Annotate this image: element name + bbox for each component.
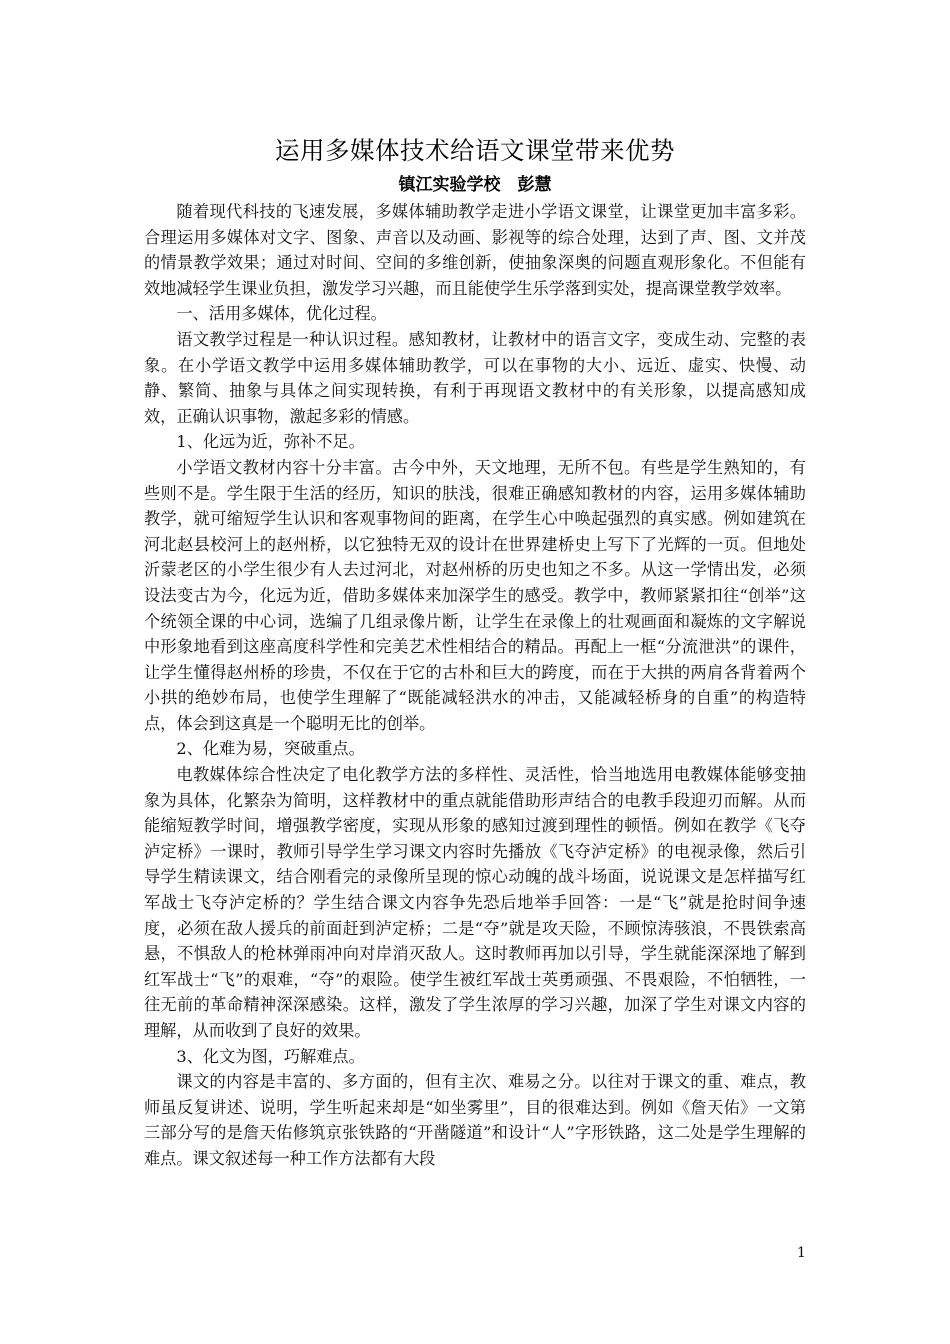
paragraph: 电教媒体综合性决定了电化教学方法的多样性、灵活性，恰当地选用电教媒体能够变抽象为具体，化繁杂为简明，这样教材中的重点就能借助形声结合的电教手段迎刃而解。从而能缩短教学时间，增强教学密度，实现从形象的感知过渡到理性的顿悟。例如在教学《飞夺泸定桥》一课时，教师引导学生学习课文内容时先播放《飞夺泸定桥》的电视录像，然后引导学生精读课文，结合刚看完的录像所呈现的惊心动魄的战斗场面，说说课文是怎样描写红军战士飞夺泸定桥的？学生结合课文内容争先恐后地举手回答：一是“飞”就是抢时间争速度，必须在敌人援兵的前面赶到泸定桥；二是“夺”就是攻天险，不顾惊涛骇浪，不畏铁索高悬，不惧敌人的枪林弹雨冲向对岸消灭敌人。这时教师再加以引导，学生就能深深地了解到红军战士“飞”的艰难，“夺”的艰险。使学生被红军战士英勇顽强、不畏艰险，不怕牺牲，一往无前的革命精神深深感染。这样，激发了学生浓厚的学习兴趣，加深了学生对课文内容的理解，从而收到了良好的效果。: [144, 765, 806, 1040]
section-heading-1: 一、活用多媒体，优化过程。: [176, 304, 387, 324]
paragraph: 小学语文教材内容十分丰富。古今中外，天文地理，无所不包。有些是学生熟知的，有些则不是。学生限于生活的经历，知识的肤浅，很难正确感知教材的内容，运用多媒体辅助教学，就可缩短学生认识和客观事物间的距离，在学生心中唤起强烈的真实感。例如建筑在河北赵县校河上的赵州桥，以它独特无双的设计在世界建桥史上写下了光辉的一页。但地处沂蒙老区的小学生很少有人去过河北，对赵州桥的历史也知之不多。从这一学情出发，必须设法变古为今，化远为近，借助多媒体来加深学生的感受。教学中，教师紧紧扣往“创举”这个统领全课的中心词，选编了几组录像片断，让学生在录像上的壮观画面和凝炼的文字解说中形象地看到这座高度科学性和完美艺术性相结合的精品。再配上一框“分流泄洪”的课件，让学生懂得赵州桥的珍贵，不仅在于它的古朴和巨大的跨度，而在于大拱的两肩各背着两个小拱的绝妙布局，也使学生理解了“既能减轻洪水的冲击，又能减轻桥身的自重”的构造特点，体会到这真是一个聪明无比的创举。: [144, 457, 806, 733]
subsection-heading-1: 1、化远为近，弥补不足。: [176, 432, 365, 452]
subsection-heading-2: 2、化难为易，突破重点。: [176, 739, 365, 759]
paragraph: 课文的内容是丰富的、多方面的，但有主次、难易之分。以往对于课文的重、难点，教师虽反复讲述、说明，学生听起来却是“如坐雾里”，目的很难达到。例如《詹天佑》一文第三部分写的是詹天佑修筑京张铁路的“开凿隧道”和设计“人”字形铁路，这二处是学生理解的难点。课文叙述每一种工作方法都有大段: [144, 1072, 806, 1168]
document-body: [144, 199, 806, 1172]
page-number: 1: [797, 1245, 806, 1261]
document-author: 镇江实验学校 彭慧: [398, 175, 552, 195]
subsection-heading-3: 3、化文为图，巧解难点。: [176, 1046, 365, 1066]
paragraph-intro: 随着现代科技的飞速发展，多媒体辅助教学走进小学语文课堂，让课堂更加丰富多彩。合理运用多媒体对文字、图象、声音以及动画、影视等的综合处理，达到了声、图、文并茂的情景教学效果；通过对时间、空间的多维创新，使抽象深奥的问题直观形象化。不但能有效地减轻学生课业负担，激发学习兴趣，而且能使学生乐学落到实处，提高课堂教学效率。: [144, 202, 806, 298]
paragraph: 语文教学过程是一种认识过程。感知教材，让教材中的语言文字，变成生动、完整的表象。在小学语文教学中运用多媒体辅助教学，可以在事物的大小、远近、虚实、快慢、动静、繁简、抽象与具体之间实现转换，有利于再现语文教材中的有关形象，以提高感知成效，正确认识事物，激起多彩的情感。: [144, 329, 806, 426]
document-title: 运用多媒体技术给语文课堂带来优势: [275, 136, 675, 165]
